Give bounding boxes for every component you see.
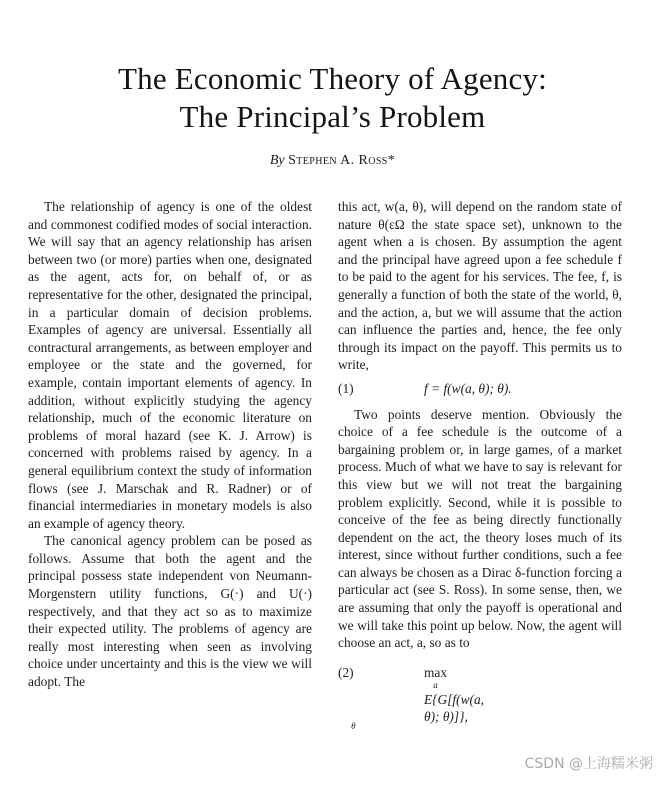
expectation-subscript: θ [351, 721, 356, 732]
equation-2 [338, 664, 622, 736]
paragraph-intro: The relationship of agency is one of the oldest and commonest codified modes of social interaction. We will say that an agency relationship has arisen between two (or more) parties when one, designated as the agent, acts for, on behalf of, or as representative for the other, designated the principal, in a particular domain of decision problems. Examples of agency are universal. Essentially all contractural arrangements, as between employer and employee or the state and the governed, for example, contain important elements of agency. In addition, without explicitly studying the agency relationship, much of the economic literature on problems of moral hazard (see K. J. Arrow) is concerned with problems raised by agency. In a general equilibrium context the study of information flows (see J. Marschak and R. Radner) or of financial intermediaries in monetary models is also an example of agency theory. [28, 199, 312, 531]
left-column [28, 198, 312, 691]
expectation-term: E{G[f(w(a, θ); θ)]}, [424, 691, 485, 725]
equation-2-number: (2) [338, 664, 354, 680]
author-name: Stephen A. Ross* [288, 153, 396, 168]
equation-2-expression [351, 664, 485, 736]
paper-title [0, 60, 665, 136]
watermark: CSDN @上海糯米粥 [524, 756, 653, 772]
equation-1 [338, 380, 622, 398]
max-operator: max a [424, 664, 448, 690]
paragraph-canonical-problem: The canonical agency problem can be posed as follows. Assume that both the agent and the principal possess state independent von Neumann-Morgenstern utility functions, G(·) and U(·) respectively, and that they act so as to maximize their expected utility. The problems of agency are really most interesting when seen as involving choice under uncertainty and this is the view we will adopt. The [28, 533, 312, 690]
title-line-2: The Principal’s Problem [179, 99, 486, 134]
byline-by: By [269, 153, 285, 168]
right-column [338, 198, 622, 744]
paragraph-two-points: Two points deserve mention. Obviously the choice of a fee schedule is the outcome of a bargaining problem or, in large games, of a market process. Much of what we have to say is relevant for this view but we will not treat the bargaining problem explicitly. Second, while it is possible to conceive of the fee as being directly functionally dependent on the act, the theory loses much of its interest, since without further conditions, such a fee can always be chosen as a Dirac δ-function forcing a particular act (see S. Ross). In some sense, then, we are assuming that only the payoff is operational and we will take this point up below. Now, the agent will choose an act, a, so as to [338, 406, 622, 651]
equation-1-number: (1) [338, 380, 354, 396]
equation-1-expression: f = f(w(a, θ); θ). [424, 380, 512, 396]
paragraph-continuation: this act, w(a, θ), will depend on the random state of nature θ(εΩ the state space set), unknown to the agent when a is chosen. By assumption the agent and the principal have agreed upon a fee schedule f to be paid to the agent for his services. The fee, f, is generally a function of both the state of the world, θ, and the action, a, but we will assume that the action can influence the parties and, hence, the fee only through its impact on the payoff. This permits us to write, [338, 199, 622, 373]
author-byline [0, 153, 665, 169]
title-line-1: The Economic Theory of Agency: [118, 61, 547, 96]
